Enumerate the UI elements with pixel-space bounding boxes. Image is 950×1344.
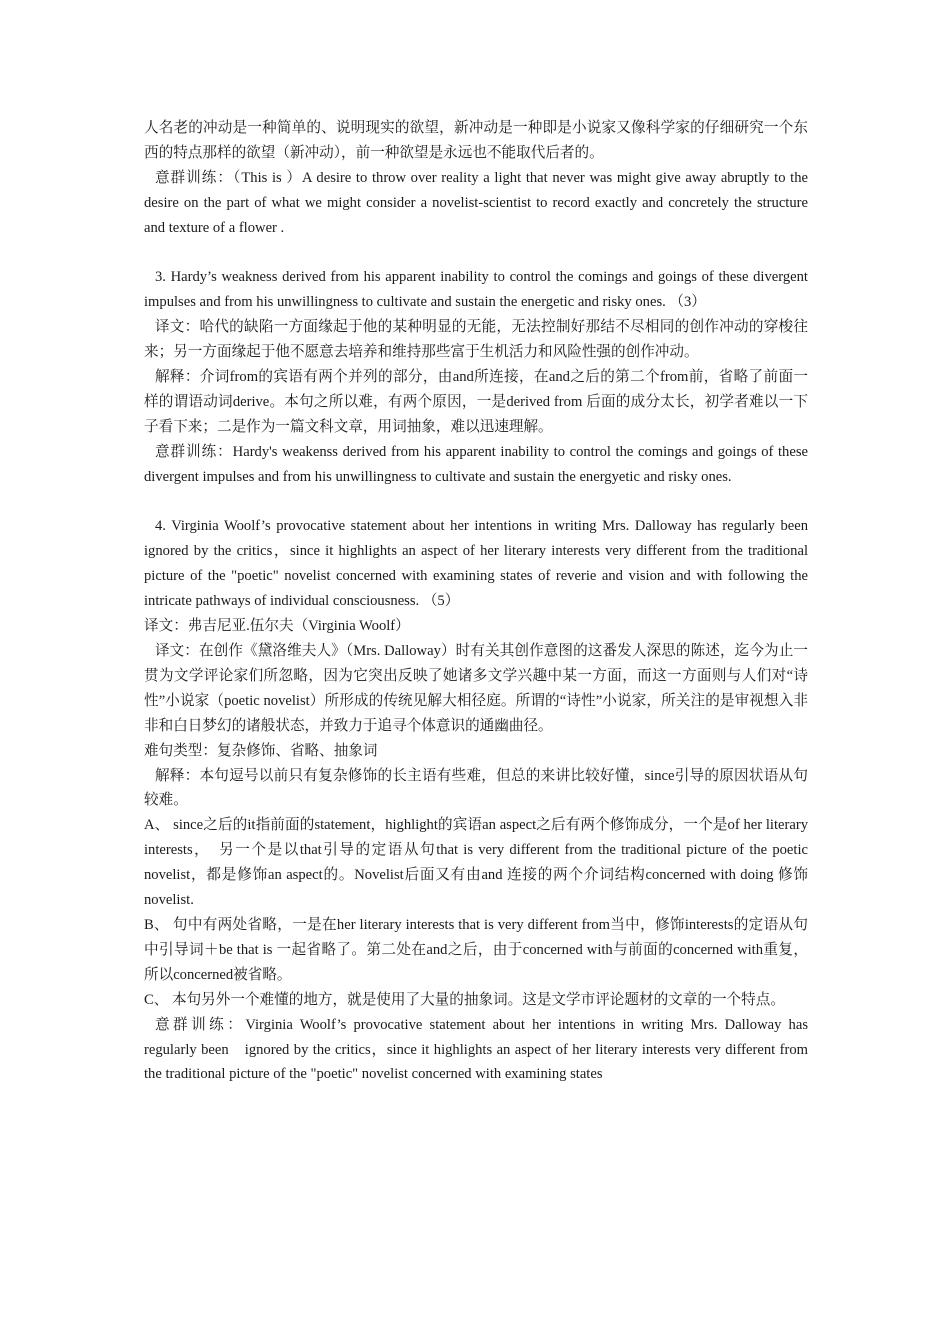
- sentence-4-point-a: A、 since之后的it指前面的statement，highlight的宾语an aspect之后有两个修饰成分，一个是of her literary interests， 另一个是以that引导的定语从句that is very different from the traditional picture of the poetic novelist，都是修饰an aspect的。Novelist后面又有由and 连接的两个介词结构concerned with doing 修饰novelist.: [144, 817, 808, 909]
- paragraph-sense-group-training: 意群训练：（This is ）A desire to throw over reality a light that never was might give away abruptly to the desire on the part of what we might consider a novelist-scientist to record exactly and concretely the structure and texture of a flower .: [144, 169, 808, 236]
- sentence-4-woolf: 4. Virginia Woolf’s provocative statement about her intentions in writing Mrs. Dalloway has regularly been ignored by the critics，since it highlights an aspect of her literary interests very different from the traditional picture of the "poetic" novelist concerned with examining states of reverie and vision and with following the intricate pathways of individual consciousness. （5）: [144, 518, 823, 610]
- sentence-4-translation: 译文：在创作《黛洛维夫人》（Mrs. Dalloway）时有关其创作意图的这番发人深思的陈述，迄今为止一贯为文学评论家们所忽略，因为它突出反映了她诸多文学兴趣中某一方面，而这一方面则与人们对“诗性”小说家（poetic novelist）所形成的传统见解大相径庭。所谓的“诗性”小说家，所关注的是审视想入非非和白日梦幻的诸般状态，并致力于追寻个体意识的通幽曲径。: [144, 643, 808, 734]
- sentence-4-sense-group-training: 意群训练：Virginia Woolf’s provocative statement about her intentions in writing Mrs. Dalloway has regularly been ignored by the critics，since it highlights an aspect of her literary interests very different from the traditional picture of the "poetic" novelist concerned with examining states: [144, 1016, 808, 1083]
- sentence-3-hardy: 3. Hardy’s weakness derived from his apparent inability to control the comings and goings of these divergent impulses and from his unwillingness to cultivate and sustain the energetic and risky ones. （3）: [144, 269, 808, 311]
- document-page: [144, 116, 823, 1087]
- sentence-3-sense-group-training: 意群训练：Hardy's weakenss derived from his apparent inability to control the comings and goings of these divergent impulses and from his unwillingness to cultivate and sustain the energyetic and risky ones.: [144, 443, 808, 485]
- sentence-4-explanation: 解释：本句逗号以前只有复杂修饰的长主语有些难，但总的来讲比较好懂，since引导的原因状语从句较难。: [144, 767, 808, 809]
- sentence-3-explanation: 解释：介词from的宾语有两个并列的部分，由and所连接，在and之后的第二个from前，省略了前面一样的谓语动词derive。本句之所以难，有两个原因，一是derived from 后面的成分太长，初学者难以一下子看下来；二是作为一篇文科文章，用词抽象，难以迅速理解。: [144, 369, 808, 435]
- sentence-4-point-b: B、 句中有两处省略，一是在her literary interests that is very different from当中，修饰interests的定语从句中引导词＋be that is 一起省略了。第二处在and之后，由于concerned with与前面的concerned with重复，所以concerned被省略。: [144, 916, 808, 983]
- sentence-4-point-c: C、 本句另外一个难懂的地方，就是使用了大量的抽象词。这是文学市评论题材的文章的一个特点。: [144, 991, 785, 1008]
- sentence-4-name-translation: 译文：弗吉尼亚.伍尔夫（Virginia Woolf）: [144, 618, 410, 635]
- spacer: [144, 490, 808, 515]
- sentence-3-translation: 译文：哈代的缺陷一方面缘起于他的某种明显的无能，无法控制好那结不尽相同的创作冲动的穿梭往来；另一方面缘起于他不愿意去培养和维持那些富于生机活力和风险性强的创作冲动。: [144, 319, 808, 361]
- spacer: [144, 241, 808, 266]
- sentence-4-difficulty-type: 难句类型：复杂修饰、省略、抽象词: [144, 742, 378, 759]
- paragraph-translation-continued: 人名老的冲动是一种简单的、说明现实的欲望，新冲动是一种即是小说家又像科学家的仔细研究一个东西的特点那样的欲望（新冲动），前一种欲望是永远也不能取代后者的。: [144, 120, 808, 161]
